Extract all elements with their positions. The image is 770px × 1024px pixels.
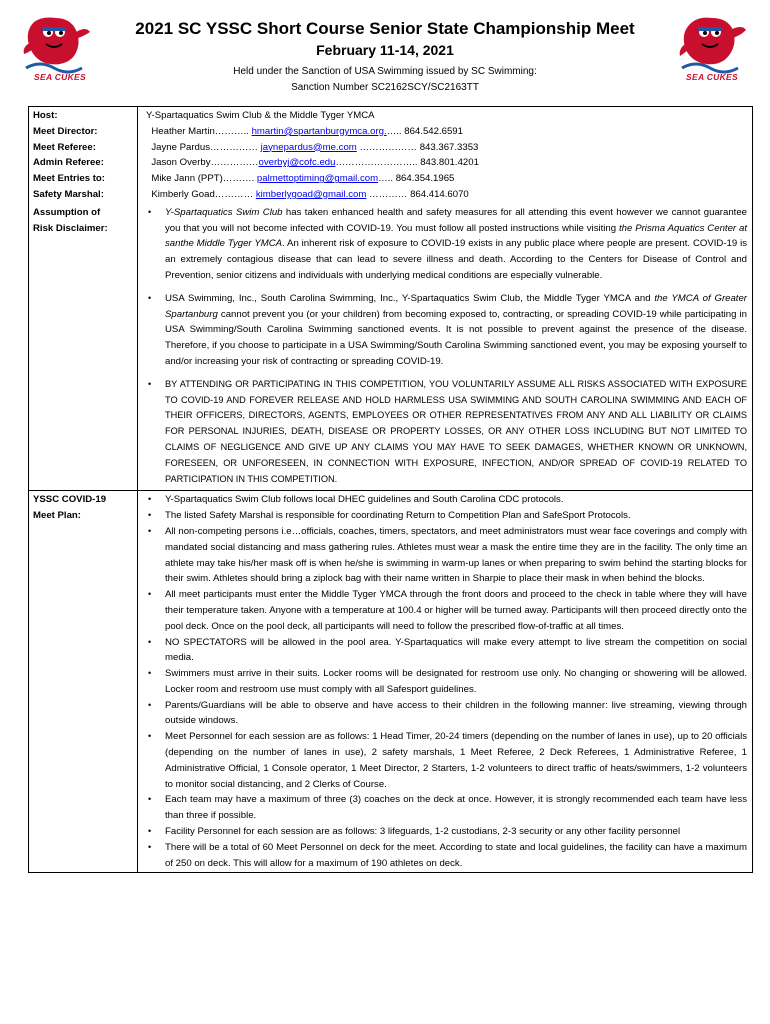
facility-name: the Prisma Aquatics Center at santhe Middle Tyger YMCA: [165, 222, 747, 250]
meet-dates: February 11-14, 2021: [316, 42, 454, 58]
contact-phone: 864.354.1965: [395, 173, 455, 185]
email-link[interactable]: palmettoptiming@gmail.com: [256, 173, 379, 185]
contact-meet-entries: [146, 171, 747, 187]
email-link[interactable]: jaynepardus@me.com: [260, 141, 357, 153]
sanction-info: [150, 64, 620, 96]
risk-paragraph-3: • BY ATTENDING OR PARTICIPATING IN THIS COMPETITION, YOU VOLUNTARILY ASSUME ALL RISKS ASSOCIATED WITH EXPOSURE TO COVID-19 AND FOREVER RELEASE AND HOLD HARMLESS USA SWIMMING AND SOUTH CAROLINA SWIMMING AND EACH OF THEIR OFFICERS, DIRECTORS, AGENTS, EMPLOYEES OR OTHER REPRESENTATIVES FROM ANY AND ALL LIABILITY OR CLAIMS FOR PERSONAL INJURIES, DEATH, DISEASE OR PROPERTY LOSSES, OR ANY OTHER LOSS INCLUDING BUT NOT LIMITED TO CLAIMS OF NEGLIGENCE AND GIVE UP ANY CLAIMS YOU MAY HAVE TO SEEK DAMAGES, WHETHER KNOWN OR UNKNOWN, FORESEEN, OR UNFORESEEN, IN CONNECTION WITH EXPOSURE, INFECTION, AND/OR SPREAD OF COVID-19 RELATED TO PARTICIPATION IN THIS COMPETITION.: [165, 377, 747, 488]
contact-phone: 843.801.4201: [420, 157, 479, 169]
meet-entries-label: Meet Entries to:: [33, 173, 105, 185]
plan-item: • NO SPECTATORS will be allowed in the pool area. Y-Spartaquatics will make every attempt to live stream the competition on social media.: [165, 635, 747, 667]
contact-name: Jayne Pardus……………: [151, 141, 258, 153]
sea-cukes-logo-right: [672, 12, 752, 92]
contact-name: Jason Overby……………: [151, 157, 259, 169]
plan-item: • Each team may have a maximum of three (3) coaches on the deck at once. However, it is strongly recommended each team have less than three if possible.: [165, 792, 747, 824]
sanction-line: Held under the Sanction of USA Swimming issued by SC Swimming:: [233, 66, 537, 77]
risk-label-line: Risk Disclaimer:: [33, 222, 108, 234]
plan-item: • Facility Personnel for each session are as follows: 3 lifeguards, 1-2 custodians, 2-3 security or any other facility personnel: [165, 824, 747, 840]
sea-cukes-logo-left: [20, 12, 100, 92]
admin-referee-label: Admin Referee:: [33, 157, 104, 169]
officials-labels: [29, 107, 138, 204]
risk-text: has taken enhanced health and safety measures for all attending this event however we cannot guarantee you that you will not become infected with COVID-19. You must follow all posted instructions while visiting: [165, 206, 747, 234]
contact-dots: ………………: [359, 141, 418, 153]
ymca-name: the YMCA of Greater Spartanburg: [165, 292, 748, 320]
plan-list: [146, 492, 747, 871]
officials-values: [138, 107, 753, 204]
covid-meet-plan: [138, 491, 753, 873]
plan-label-line: Meet Plan:: [33, 510, 81, 522]
plan-item: • There will be a total of 60 Meet Personnel on deck for the meet. According to state and local guidelines, the facility can have a maximum of 250 on deck. This will allow for a maximum of 190 athletes on deck.: [165, 840, 747, 872]
sea-cucumber-mascot-icon: [672, 12, 752, 74]
email-link[interactable]: overbyj@cofc.edu: [258, 157, 336, 169]
plan-item: • All meet participants must enter the Middle Tyger YMCA through the front doors and proceed to the check in table where they will have their temperature taken. Anyone with a temperature at 100.4 or higher will be turned away. Participants will then proceed directly onto the pool deck. Once on the pool deck, all participants will need to follow the prescribed flow-of-traffic at all times.: [165, 587, 747, 634]
plan-item: • Swimmers must arrive in their suits. Locker rooms will be designated for restroom use only. No changing or showering will be allowed. Locker room and restroom use must comply with all Safesport guidelines.: [165, 666, 747, 698]
contact-phone: 843.367.3353: [419, 141, 479, 153]
contact-safety-marshal: [146, 187, 747, 203]
page-title: 2021 SC YSSC Short Course Senior State Championship Meet: [135, 19, 635, 38]
safety-marshal-label: Safety Marshal:: [33, 188, 104, 200]
plan-item: • All non-competing persons i.e…officials, coaches, timers, spectators, and meet administrators must wear face coverings and comply with mandated social distancing and mass gathering rules. Athletes must wear a mask the entire time they are in the facility. The only time an athlete may take his/her mask off is when he/she is swimming in warm-up lanes or when preparing to swim behind the starting blocks for their swim. Athletes should bring a ziplock bag with their name written in Sharpie to place their mask in when behind the blocks.: [165, 524, 747, 587]
meet-referee-label: Meet Referee:: [33, 141, 96, 153]
sanction-number: Sanction Number SC2162SCY/SC2163TT: [291, 82, 479, 93]
contact-dots: …..: [378, 173, 394, 185]
contact-name: Kimberly Goad…………: [151, 188, 254, 200]
contact-name: Mike Jann (PPT)……….: [151, 173, 255, 185]
contact-dots: ……………………..: [335, 157, 418, 169]
plan-item: • Parents/Guardians will be able to observe and have access to their children in the following manner: live streaming, viewing through outside windows.: [165, 698, 747, 730]
risk-label: [29, 204, 138, 491]
contact-name: Heather Martin………..: [151, 125, 249, 137]
email-link[interactable]: hmartin@spartanburgymca.org.: [251, 125, 387, 137]
contact-dots: …..: [386, 125, 402, 137]
email-link[interactable]: kimberlygoad@gmail.com: [255, 188, 367, 200]
risk-list: [146, 205, 747, 488]
contact-phone: 864.542.6591: [404, 125, 463, 137]
host-label: Host:: [33, 110, 58, 121]
meet-info-table: [28, 106, 753, 873]
plan-item: • The listed Safety Marshal is responsible for coordinating Return to Competition Plan and SafeSport Protocols.: [165, 508, 747, 524]
logo-caption: SEA CUKES: [34, 72, 86, 82]
plan-label-line: YSSC COVID-19: [33, 494, 107, 506]
risk-text: cannot prevent you (or your children) from becoming exposed to, contracting, or spreading COVID-19 while participating in USA Swimming/South Carolina Swimming sanctioned events. It is not possible to prevent against the presence of the disease. Therefore, if you choose to participate in a USA Swimming/South Carolina Swimming sanctioned event, you may be exposing yourself to and/or increasing your risk of contracting or spreading COVID-19.: [165, 308, 747, 367]
sea-cucumber-mascot-icon: [20, 12, 100, 74]
contact-meet-referee: [146, 140, 747, 156]
risk-label-line: Assumption of: [33, 206, 101, 218]
contact-phone: 864.414.6070: [410, 188, 469, 200]
risk-paragraph-2: [165, 291, 747, 370]
risk-text: . An inherent risk of exposure to COVID-19 exists in any public place where people are present. COVID-19 is an extremely contagious disease that can lead to severe illness and death. According to the Centers for Disease of Control and Prevention, senior citizens and individuals with underlying medical conditions are especially vulnerable.: [165, 238, 748, 281]
logo-caption: SEA CUKES: [686, 72, 738, 82]
host-value: Y-Spartaquatics Swim Club & the Middle Tyger YMCA: [146, 110, 375, 121]
plan-label: [29, 491, 138, 873]
contact-admin-referee: [146, 155, 747, 171]
meet-director-label: Meet Director:: [33, 125, 98, 137]
plan-item: • Meet Personnel for each session are as follows: 1 Head Timer, 20-24 timers (depending on the number of lanes in use), up to 20 officials (depending on the number of lanes in use), 2 safety marshals, 1 Meet Referee, 2 Deck Referees, 1 Administrative Referee, 1 Administrative Official, 1 Console operator, 1 Meet Director, 2 Starters, 1-2 volunteers to direct traffic of heats/swimmers, 1-2 volunteers to monitor social distancing, and 2 Clerks of Course.: [165, 729, 747, 792]
contact-dots: …………: [369, 188, 408, 200]
club-name: Y-Spartaquatics Swim Club: [165, 206, 283, 218]
risk-paragraph-1: [165, 205, 747, 284]
contact-meet-director: [146, 124, 747, 140]
risk-text: USA Swimming, Inc., South Carolina Swimming, Inc., Y-Spartaquatics Swim Club, the Middle Tyger YMCA and: [165, 292, 655, 304]
plan-item: • Y-Spartaquatics Swim Club follows local DHEC guidelines and South Carolina CDC protocols.: [165, 492, 747, 508]
risk-disclaimer: [138, 204, 753, 491]
